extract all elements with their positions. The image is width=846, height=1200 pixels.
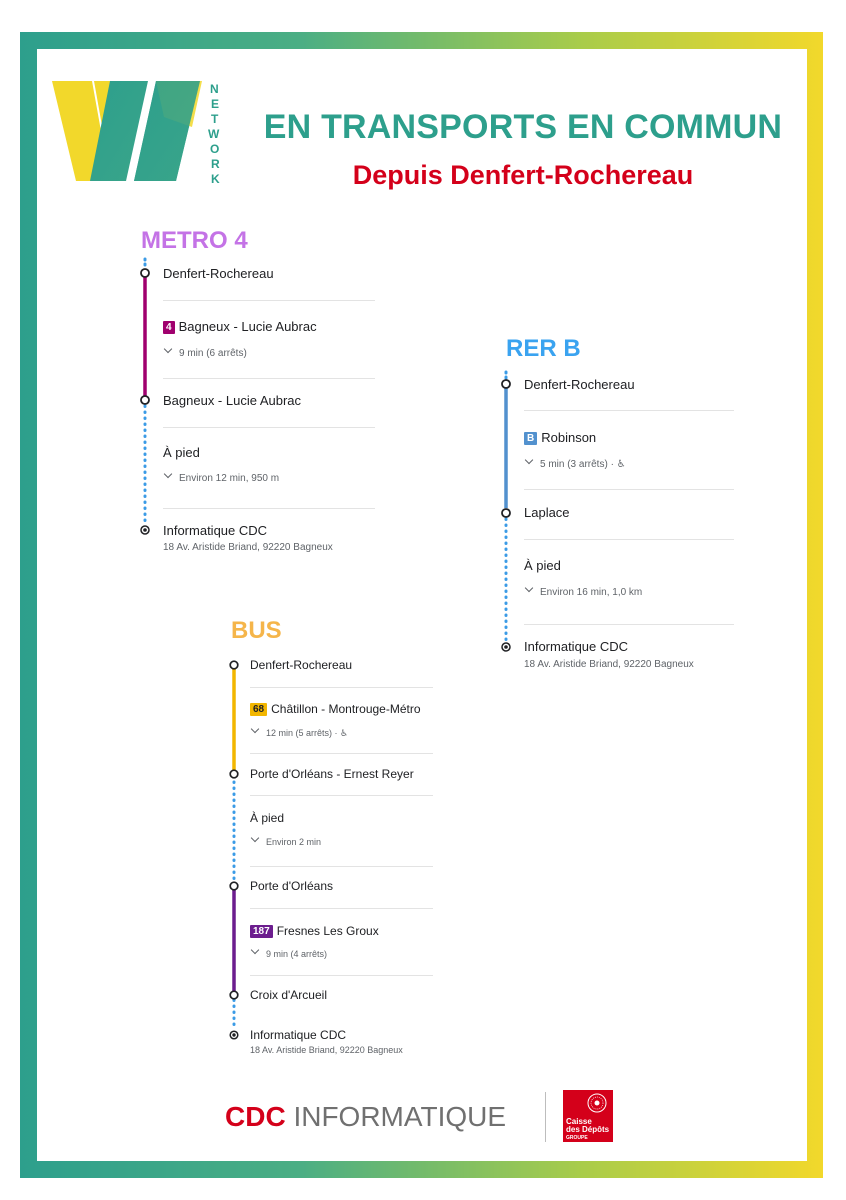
chevron-down-icon <box>251 725 259 733</box>
wheelchair-icon: ♿ <box>616 459 626 470</box>
chevron-down-icon <box>251 834 259 842</box>
chevron-down-icon <box>164 470 172 478</box>
rer-destination-address: 18 Av. Aristide Briand, 92220 Bagneux <box>524 659 694 670</box>
metro-start-stop: Denfert-Rochereau <box>163 266 274 281</box>
rer-line-step <box>524 430 596 445</box>
rer-duration[interactable]: 5 min (3 arrêts) · ♿ <box>524 457 626 470</box>
seal-icon <box>563 1090 613 1120</box>
bus-line1-step <box>250 702 421 716</box>
bus-walk: À pied <box>250 811 285 825</box>
bus-line1-duration[interactable]: 12 min (5 arrêts) · ♿ <box>250 726 348 739</box>
bus-line2-duration[interactable]: 9 min (4 arrêts) <box>250 947 327 959</box>
chevron-down-icon <box>525 456 533 464</box>
metro-walk-detail[interactable]: Environ 12 min, 950 m <box>163 471 279 484</box>
svg-text:T: T <box>211 112 219 126</box>
metro-line-badge: 4 <box>163 321 175 334</box>
metro-line-step <box>163 319 317 334</box>
bus-start-stop: Denfert-Rochereau <box>250 658 353 672</box>
rer-start-stop: Denfert-Rochereau <box>524 377 635 392</box>
rer-destination: Informatique CDC <box>524 639 629 654</box>
page-subtitle: Depuis Denfert-Rochereau <box>352 160 694 190</box>
bus-second-stop: Porte d'Orléans <box>250 879 333 893</box>
metro-route-line <box>140 256 380 566</box>
cdc-informatique-logo: CDC INFORMATIQUE <box>225 1101 507 1132</box>
svg-text:K: K <box>211 172 220 186</box>
chevron-down-icon <box>164 345 172 353</box>
bus-destination: Informatique CDC <box>250 1028 347 1042</box>
footer-brand <box>225 1088 625 1148</box>
metro-direction: Bagneux - Lucie Aubrac <box>178 319 317 334</box>
svg-text:N: N <box>210 82 219 96</box>
bus-line2-direction: Fresnes Les Groux <box>276 924 379 938</box>
svg-text:O: O <box>210 142 220 156</box>
rer-line-badge: B <box>524 432 537 445</box>
metro-stop-node <box>141 396 149 404</box>
rer-route <box>501 367 741 677</box>
bus-line2-badge: 187 <box>250 925 273 938</box>
bus-line2-step <box>250 924 379 938</box>
rer-route-line <box>501 367 741 677</box>
metro-route <box>140 256 380 566</box>
metro-stop: Bagneux - Lucie Aubrac <box>163 393 302 408</box>
bus-destination-address: 18 Av. Aristide Briand, 92220 Bagneux <box>250 1045 403 1055</box>
page-title: EN TRANSPORTS EN COMMUN <box>263 108 783 146</box>
svg-text:R: R <box>211 157 220 171</box>
chevron-down-icon <box>251 946 259 954</box>
metro-walk: À pied <box>163 445 200 460</box>
rer-section-title: RER B <box>506 335 581 362</box>
bus-route <box>229 650 469 1070</box>
network-vertical-word <box>208 82 220 186</box>
bus-section-title: BUS <box>231 617 282 644</box>
metro-destination-address: 18 Av. Aristide Briand, 92220 Bagneux <box>163 542 333 553</box>
rer-walk-detail[interactable]: Environ 16 min, 1,0 km <box>524 585 642 598</box>
metro-section-title: METRO 4 <box>141 227 248 254</box>
footer-divider <box>545 1092 546 1142</box>
rer-stop: Laplace <box>524 505 570 520</box>
wheelchair-icon: ♿ <box>340 728 349 738</box>
svg-text:W: W <box>208 127 220 141</box>
bus-line1-badge: 68 <box>250 703 267 716</box>
network-logo <box>52 77 232 187</box>
bus-line1-direction: Châtillon - Montrouge-Métro <box>271 702 421 716</box>
svg-text:E: E <box>211 97 220 111</box>
rer-walk: À pied <box>524 558 561 573</box>
rer-direction: Robinson <box>541 430 597 445</box>
metro-start-node <box>141 269 149 277</box>
bus-walk-detail[interactable]: Environ 2 min <box>250 835 321 847</box>
caisse-des-depots-logo: Caisse des Dépôts GROUPE <box>563 1090 613 1142</box>
bus-final-stop: Croix d'Arcueil <box>250 988 327 1002</box>
bus-transfer-stop: Porte d'Orléans - Ernest Reyer <box>250 767 414 781</box>
metro-destination: Informatique CDC <box>163 523 268 538</box>
metro-duration[interactable]: 9 min (6 arrêts) <box>163 346 247 359</box>
chevron-down-icon <box>525 584 533 592</box>
